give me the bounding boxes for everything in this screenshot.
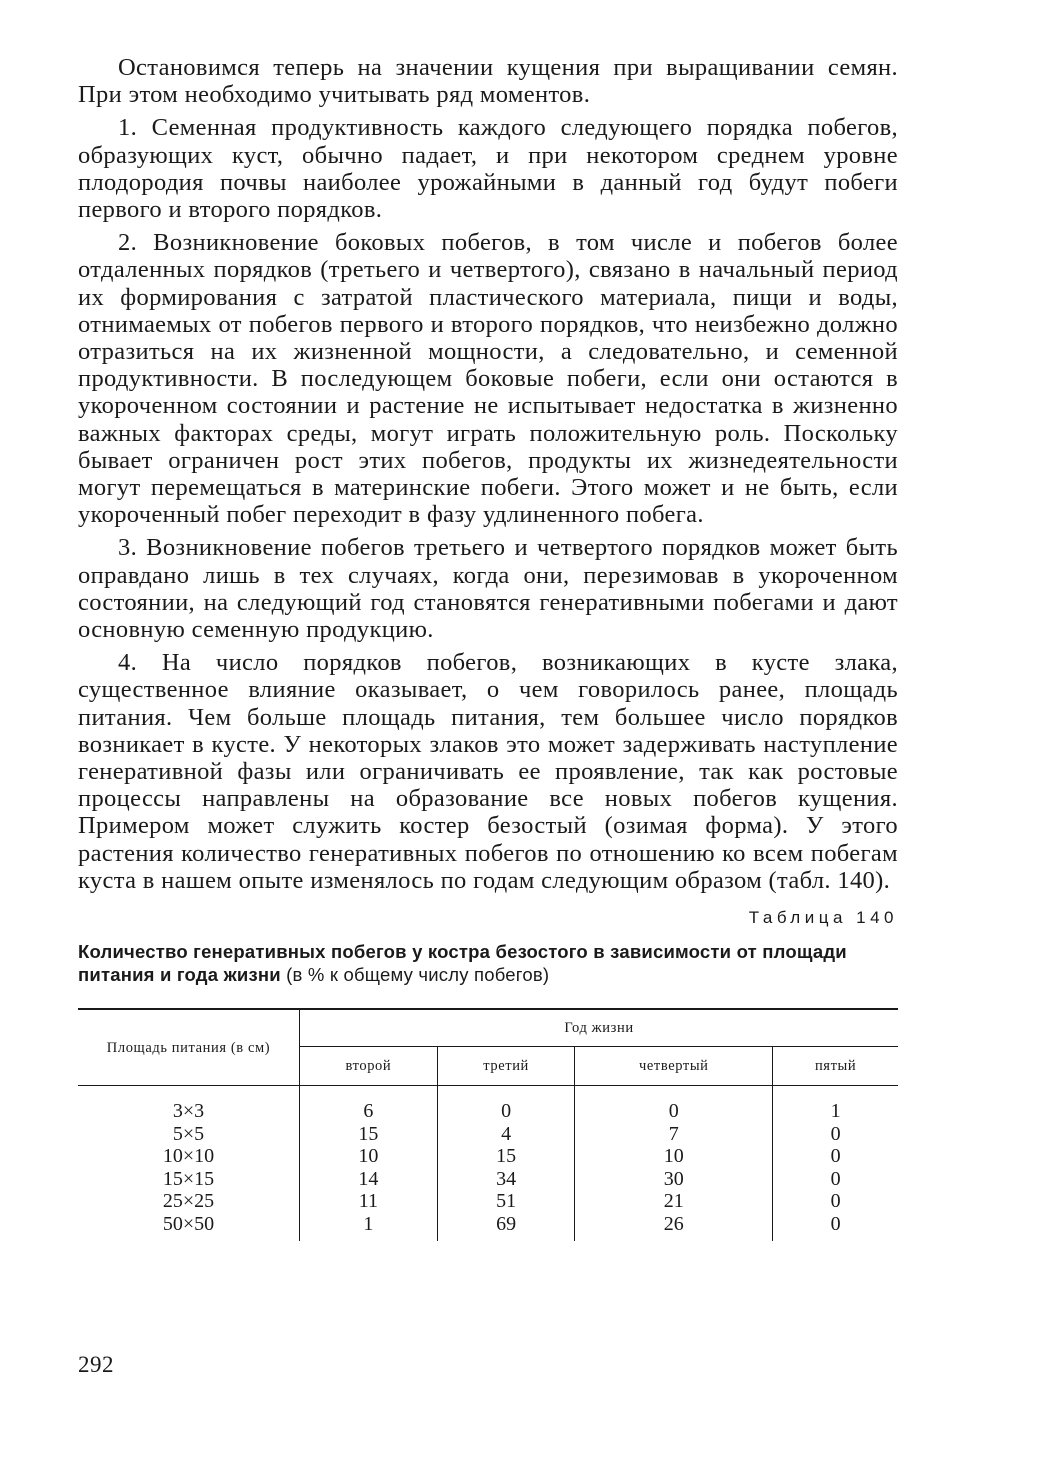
cell-value: 0 <box>575 1086 773 1123</box>
paragraph-point-1: 1. Семенная продуктивность каждого следующего порядка побегов, образующих куст, обычно падает, и при некотором среднем уровне плодородия почвы наиболее урожайными в данный год будут побеги первого и второго порядков. <box>78 114 898 224</box>
table-caption-main: Количество генеративных побегов у костра безостого в зависимости от площади питания и года жизни <box>78 941 847 986</box>
header-area: Площадь питания (в см) <box>78 1009 300 1086</box>
table-header-row <box>78 1009 898 1047</box>
paragraph-point-3: 3. Возникновение побегов третьего и четвертого порядков может быть оправдано лишь в тех случаях, когда они, перезимовав в укороченном состоянии, на следующий год становятся генеративными побегами и дают основную семенную продукцию. <box>78 534 898 644</box>
cell-value: 0 <box>773 1145 898 1168</box>
header-year-fifth: пятый <box>773 1047 898 1086</box>
data-table <box>78 1008 898 1241</box>
cell-value: 6 <box>363 1100 374 1123</box>
cell-value: 0 <box>437 1086 575 1123</box>
header-year-third: третий <box>437 1047 575 1086</box>
cell-value: 51 <box>437 1190 575 1213</box>
cell-value: 15 <box>358 1122 379 1145</box>
cell-area: 25×25 <box>78 1190 300 1213</box>
cell-value: 0 <box>773 1190 898 1213</box>
table-row <box>78 1168 898 1191</box>
table-row <box>78 1190 898 1213</box>
cell-value: 1 <box>363 1212 374 1235</box>
paragraph-intro: Остановимся теперь на значении кущения при выращивании семян. При этом необходимо учитывать ряд моментов. <box>78 54 898 109</box>
page-number: 292 <box>78 1352 114 1377</box>
cell-value: 15 <box>437 1145 575 1168</box>
cell-value: 10 <box>575 1145 773 1168</box>
header-year-second: второй <box>300 1047 438 1086</box>
cell-value: 7 <box>575 1123 773 1146</box>
header-year-group: Год жизни <box>300 1009 899 1047</box>
table-number: Таблица 140 <box>748 908 898 928</box>
cell-value: 14 <box>358 1167 379 1190</box>
cell-area: 10×10 <box>78 1145 300 1168</box>
table-caption-note: (в % к общему числу побегов) <box>280 964 550 986</box>
cell-area: 5×5 <box>78 1123 300 1146</box>
table-caption <box>78 940 898 986</box>
cell-value: 34 <box>437 1168 575 1191</box>
cell-area: 15×15 <box>78 1168 300 1191</box>
cell-value: 1 <box>773 1086 898 1123</box>
cell-value: 69 <box>437 1213 575 1242</box>
table-row <box>78 1086 898 1123</box>
table-row <box>78 1123 898 1146</box>
table-body <box>78 1086 898 1242</box>
cell-value: 10 <box>358 1145 379 1168</box>
cell-value: 0 <box>773 1123 898 1146</box>
cell-area: 50×50 <box>78 1213 300 1242</box>
cell-area: 3×3 <box>78 1086 300 1123</box>
cell-value: 4 <box>437 1123 575 1146</box>
header-year-fourth: четвертый <box>575 1047 773 1086</box>
cell-value: 21 <box>575 1190 773 1213</box>
page-body <box>78 54 898 1241</box>
table-row <box>78 1213 898 1242</box>
cell-value: 0 <box>773 1168 898 1191</box>
paragraph-point-2: 2. Возникновение боковых побегов, в том числе и побегов более отдаленных порядков (третьего и четвертого), связано в начальный период их формирования с затратой пластического материала, пищи и воды, отнимаемых от побегов первого и второго порядков, что неизбежно должно отразиться на их жизненной мощности, а следовательно, и семенной продуктивности. В последующем боковые побеги, если они остаются в укороченном состоянии и растение не испытывает недостатка в жизненно важных факторах среды, могут играть положительную роль. Поскольку бывает ограничен рост этих побегов, продукты их жизнедеятельности могут перемещаться в материнские побеги. Этого может и не быть, если укороченный побег переходит в фазу удлиненного побега. <box>78 229 898 529</box>
cell-value: 26 <box>575 1213 773 1242</box>
cell-value: 11 <box>358 1190 379 1213</box>
paragraph-point-4: 4. На число порядков побегов, возникающих в кусте злака, существенное влияние оказывает, о чем говорилось ранее, площадь питания. Чем больше площадь питания, тем большее число порядков возникает в кусте. У некоторых злаков это может задерживать наступление генеративной фазы или ограничивать ее проявление, так как ростовые процессы направлены на образование все новых побегов кущения. Примером может служить костер безостый (озимая форма). У этого растения количество генеративных побегов по отношению ко всем побегам куста в нашем опыте изменялось по годам следующим образом (табл. 140). <box>78 649 898 894</box>
cell-value: 30 <box>575 1168 773 1191</box>
cell-value: 0 <box>773 1213 898 1242</box>
table-row <box>78 1145 898 1168</box>
